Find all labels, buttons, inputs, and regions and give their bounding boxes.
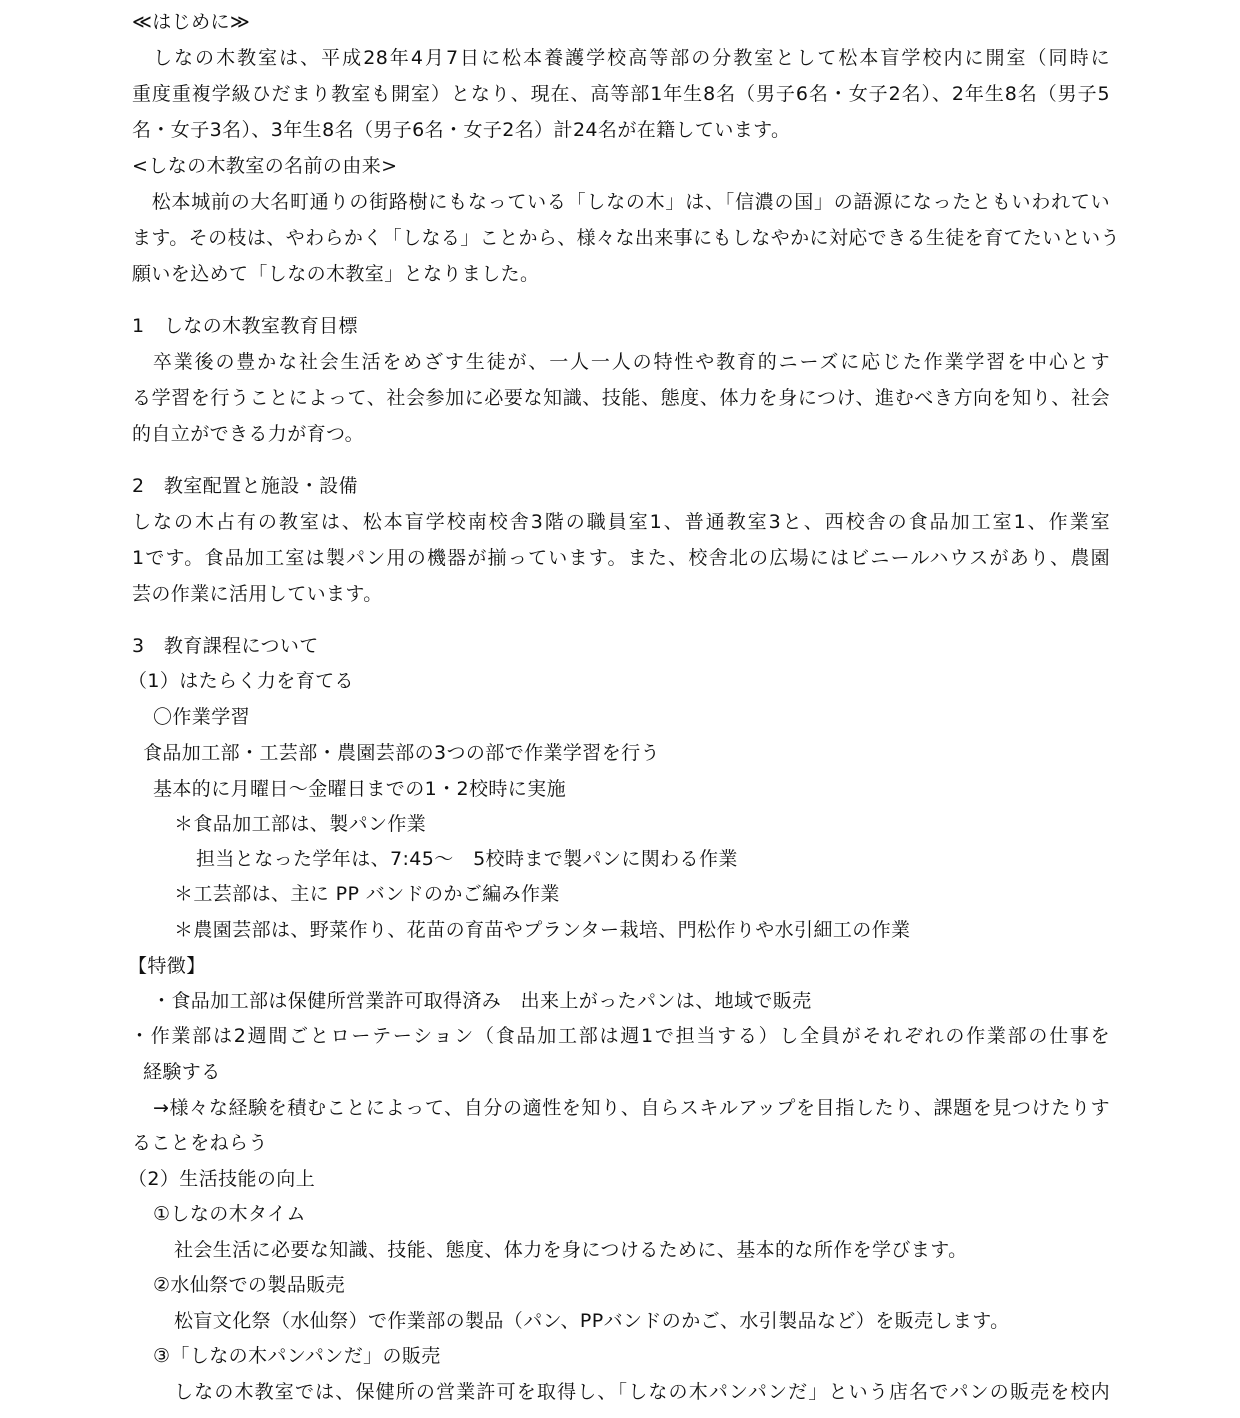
work-study-line: 食品加工部・工芸部・農園芸部の3つの部で作業学習を行う bbox=[143, 742, 660, 764]
section1-body-line: る学習を行うことによって、社会参加に必要な知識、技能、態度、体力を身につけ、進むべき方向を知り、社会 bbox=[132, 387, 1110, 409]
section2-heading: 2 教室配置と施設・設備 bbox=[132, 475, 358, 497]
aim-line: ることをねらう bbox=[132, 1132, 268, 1154]
item3-body: しなの木教室では、保健所の営業許可を取得し、「しなの木パンパンだ」という店名でパンの販売を校内 bbox=[174, 1381, 1110, 1403]
section2-body-line: しなの木占有の教室は、松本盲学校南校舎3階の職員室1、普通教室3と、西校舎の食品加工室1、作業室 bbox=[132, 511, 1110, 533]
crafts-item: ＊工芸部は、主に PP バンドのかご編み作業 bbox=[174, 883, 560, 905]
feature-item-continued: 経験する bbox=[143, 1061, 221, 1083]
work-study-heading: 〇作業学習 bbox=[153, 706, 251, 728]
section1-body-line: 的自立ができる力が育つ。 bbox=[132, 423, 365, 445]
section1-heading: 1 しなの木教室教育目標 bbox=[132, 315, 358, 337]
section2-body-line: 芸の作業に活用しています。 bbox=[132, 583, 383, 605]
food-processing-item: ＊食品加工部は、製パン作業 bbox=[174, 813, 427, 835]
features-heading: 【特徴】 bbox=[128, 955, 206, 977]
origin-paragraph-line: 願いを込めて「しなの木教室」となりました。 bbox=[132, 263, 540, 285]
item1-heading: ①しなの木タイム bbox=[153, 1203, 306, 1225]
intro-paragraph-line: しなの木教室は、平成28年4月7日に松本養護学校高等部の分教室として松本盲学校内に開室（同時に bbox=[132, 47, 1110, 69]
origin-paragraph-line: ます。その枝は、やわらかく「しなる」ことから、様々な出来事にもしなやかに対応できる生徒を育てたいという bbox=[132, 227, 1120, 249]
intro-paragraph-line: 重度重複学級ひだまり教室も開室）となり、現在、高等部1年生8名（男子6名・女子2名）、2年生8名（男子5 bbox=[132, 83, 1110, 105]
aim-line: →様々な経験を積むことによって、自分の適性を知り、自らスキルアップを目指したり、課題を見つけたりす bbox=[153, 1097, 1110, 1119]
section1-body-line: 卒業後の豊かな社会生活をめざす生徒が、一人一人の特性や教育的ニーズに応じた作業学習を中心とす bbox=[132, 351, 1110, 373]
farming-item: ＊農園芸部は、野菜作り、花苗の育苗やプランター栽培、門松作りや水引細工の作業 bbox=[174, 919, 911, 941]
section3-heading: 3 教育課程について bbox=[132, 635, 319, 657]
origin-heading: <しなの木教室の名前の由来> bbox=[132, 155, 398, 177]
intro-heading: ≪はじめに≫ bbox=[132, 11, 251, 33]
subsection2-heading: （2）生活技能の向上 bbox=[128, 1168, 316, 1190]
intro-paragraph-line: 名・女子3名）、3年生8名（男子6名・女子2名）計24名が在籍しています。 bbox=[132, 119, 791, 141]
section2-body-line: 1です。食品加工室は製パン用の機器が揃っています。また、校舎北の広場にはビニールハウスがあり、農園 bbox=[132, 547, 1110, 569]
item1-body: 社会生活に必要な知識、技能、態度、体力を身につけるために、基本的な所作を学びます。 bbox=[174, 1239, 968, 1261]
item3-heading: ③「しなの木パンパンだ」の販売 bbox=[153, 1345, 441, 1367]
food-processing-detail: 担当となった学年は、7:45～ 5校時まで製パンに関わる作業 bbox=[196, 848, 738, 870]
feature-item: ・食品加工部は保健所営業許可取得済み 出来上がったパンは、地域で販売 bbox=[152, 990, 812, 1012]
work-study-line: 基本的に月曜日～金曜日までの1・2校時に実施 bbox=[153, 778, 566, 800]
item2-body: 松盲文化祭（水仙祭）で作業部の製品（パン、PPバンドのかご、水引製品など）を販売します。 bbox=[174, 1310, 1010, 1332]
origin-paragraph-line: 松本城前の大名町通りの街路樹にもなっている「しなの木」は、「信濃の国」の語源になったともいわれてい bbox=[132, 191, 1110, 213]
feature-item: ・作業部は2週間ごとローテーション（食品加工部は週1で担当する）し全員がそれぞれの作業部の仕事を bbox=[130, 1025, 1110, 1047]
item2-heading: ②水仙祭での製品販売 bbox=[153, 1274, 346, 1296]
subsection1-heading: （1）はたらく力を育てる bbox=[128, 670, 354, 692]
